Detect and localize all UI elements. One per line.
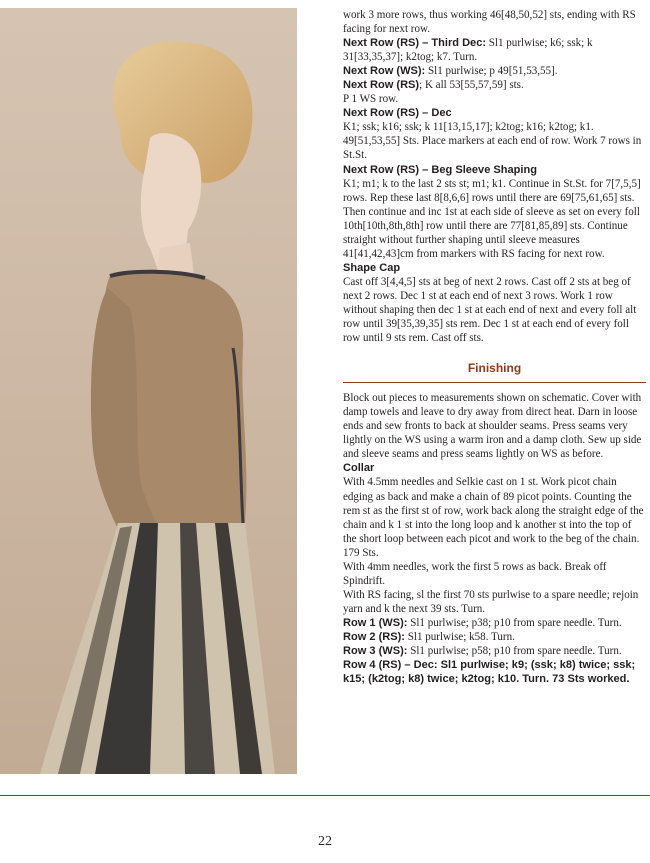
page-number: 22 xyxy=(318,834,332,849)
portrait-photo-icon xyxy=(0,8,297,774)
collar-text-1: With 4.5mm needles and Selkie cast on 1 st. Work picot chain edging as back and make a chain of 89 picot points. Counting the rem st as the first st of row, work back along the straight edge of the chain and k 1 st into the long loop and k another st into the top of the short loop between each picot and work to the beg of the chain. 179 Sts. xyxy=(343,476,644,559)
row-text: Sl1 purlwise; k58. Turn. xyxy=(404,630,515,643)
sleeve-heading: Next Row (RS) – Beg Sleeve Shaping xyxy=(343,163,537,176)
collar-text-3: With RS facing, sl the first 70 sts purlwise to a spare needle; rejoin yarn and k the next 39 sts. Turn. xyxy=(343,588,639,615)
rs-row xyxy=(343,78,646,92)
row-1 xyxy=(343,616,646,630)
shape-cap-text: Cast off 3[4,4,5] sts at beg of next 2 rows. Cast off 2 sts at beg of next 2 rows. Dec 1 st at each end of next 3 rows. Work 1 row without shaping then dec 1 st at each end of next and every foll alt row until 39[35,39,35] sts rem. Dec 1 st at each end of every foll row until 9 sts rem. Cast off sts. xyxy=(343,275,637,345)
ws-row xyxy=(343,64,646,78)
p1-row: P 1 WS row. xyxy=(343,93,399,106)
footer-divider xyxy=(0,795,650,796)
row-label: Row 3 (WS): xyxy=(343,645,408,658)
pattern-instructions xyxy=(343,8,646,686)
row-2 xyxy=(343,630,646,644)
finishing-title: Finishing xyxy=(343,361,646,383)
row-label: Next Row (RS) xyxy=(343,79,420,92)
row-label: Row 1 (WS): xyxy=(343,616,408,629)
sleeve-text: K1; m1; k to the last 2 sts st; m1; k1. Continue in St.St. for 7[7,5,5] rows. Rep these last 8[8,6,6] rows until there are 69[75,61,65] sts. Then continue and inc 1st at each side of sleeve as set on every foll 10th[10th,8th,8th] row until there are 77[81,85,89] sts. Continue straight without further shaping until sleeve measures 41[41,42,43]cm from markers with RS facing for next row. xyxy=(343,177,641,260)
row-label: Next Row (RS) – Third Dec: xyxy=(343,37,487,50)
row-text: Sl1 purlwise; p 49[51,53,55]. xyxy=(425,65,558,78)
row-label: Next Row (WS): xyxy=(343,65,426,78)
row-4: Row 4 (RS) – Dec: Sl1 purlwise; k9; (ssk; k8) twice; ssk; k15; (k2tog; k8) twice; k2tog; k10. Turn. 73 Sts worked. xyxy=(343,659,636,686)
row-3 xyxy=(343,644,646,658)
third-dec-row xyxy=(343,36,646,64)
shape-cap-heading: Shape Cap xyxy=(343,261,401,274)
finishing-text: Block out pieces to measurements shown on schematic. Cover with damp towels and leave to dry away from direct heat. Darn in loose ends and sew fronts to back at shoulder seams. Press seams very lightly on the WS using a warm iron and a damp cloth. Sew up side and sleeve seams and press seams lightly on WS as before. xyxy=(343,392,642,461)
collar-heading: Collar xyxy=(343,462,375,475)
row-label: Row 2 (RS): xyxy=(343,630,405,643)
continued-paragraph: work 3 more rows, thus working 46[48,50,52] sts, ending with RS facing for next row. xyxy=(343,9,636,36)
row-text: ; K all 53[55,57,59] sts. xyxy=(419,79,524,92)
row-text: Sl1 purlwise; p58; p10 from spare needle. Turn. xyxy=(407,645,622,658)
collar-text-2: With 4mm needles, work the first 5 rows as back. Break off Spindrift. xyxy=(343,560,607,587)
dec-text: K1; ssk; k16; ssk; k 11[13,15,17]; k2tog; k16; k2tog; k1. 49[51,53,55] Sts. Place markers at each end of row. Work 7 rows in St.St. xyxy=(343,121,642,162)
model-photo xyxy=(0,8,297,774)
row-text: Sl1 purlwise; k6; ssk; k 31[33,35,37]; k2tog; k7. Turn. xyxy=(343,37,593,64)
row-text: Sl1 purlwise; p38; p10 from spare needle. Turn. xyxy=(407,616,622,629)
dec-heading: Next Row (RS) – Dec xyxy=(343,107,452,120)
